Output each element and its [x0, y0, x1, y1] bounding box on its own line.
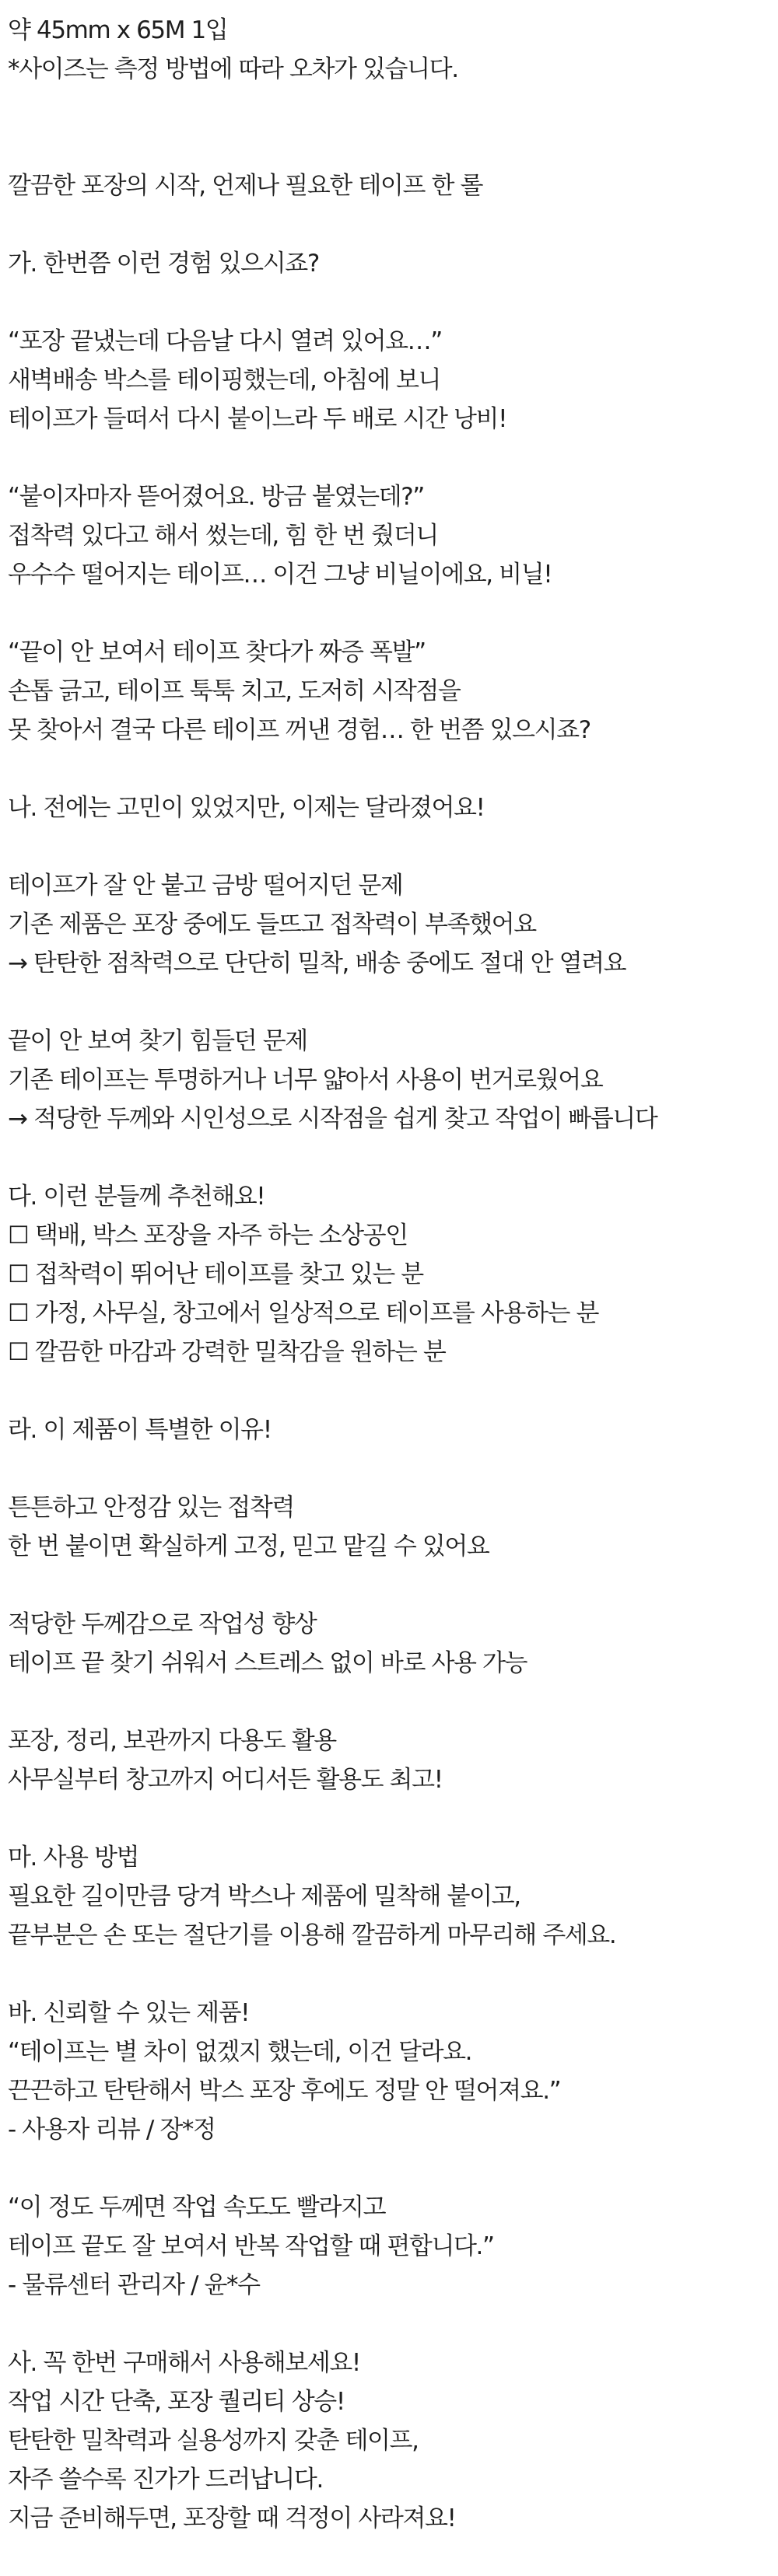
section-heading-ba: 바. 신뢰할 수 있는 제품!: [8, 1999, 250, 2027]
reason-block-2: [8, 1605, 770, 1683]
problem-title: 테이프가 잘 안 붙고 금방 떨어지던 문제: [8, 872, 403, 900]
reason-line: 테이프 끝 찾기 쉬워서 스트레스 없이 바로 사용 가능: [8, 1649, 527, 1677]
usage-line: 끝부분은 손 또는 절단기를 이용해 깔끔하게 마무리해 주세요.: [8, 1921, 616, 1949]
problem-line: 기존 제품은 포장 중에도 들뜨고 접착력이 부족했어요: [8, 911, 536, 938]
closing-block: [8, 2344, 770, 2538]
problem-line: 기존 테이프는 투명하거나 너무 얇아서 사용이 번거로웠어요: [8, 1066, 603, 1094]
closing-line: 탄탄한 밀착력과 실용성까지 갖춘 테이프,: [8, 2427, 419, 2455]
solution-line: → 탄탄한 점착력으로 단단히 밀착, 배송 중에도 절대 안 열려요: [8, 949, 626, 977]
reason-title: 튼튼하고 안정감 있는 접착력: [8, 1494, 294, 1522]
checklist-item: ☐ 깔끔한 마감과 강력한 밀착감을 원하는 분: [8, 1338, 446, 1366]
section-heading-ga: 가. 한번쯤 이런 경험 있으시죠?: [8, 250, 319, 278]
problem-block-2: [8, 1022, 770, 1138]
problem-title: 끝이 안 보여 찾기 힘들던 문제: [8, 1027, 307, 1055]
closing-line: 작업 시간 단축, 포장 퀄리티 상승!: [8, 2388, 345, 2416]
story-line: 못 찾아서 결국 다른 테이프 꺼낸 경험… 한 번쯤 있으시죠?: [8, 716, 591, 744]
headline: 깔끔한 포장의 시작, 언제나 필요한 테이프 한 롤: [8, 172, 483, 200]
spec-size-line: 약 45mm x 65M 1입: [8, 16, 228, 44]
section-heading-da: 다. 이런 분들께 추천해요!: [8, 1183, 265, 1211]
spec-note-line: *사이즈는 측정 방법에 따라 오차가 있습니다.: [8, 55, 458, 83]
review-quote: 테이프 끝도 잘 보여서 반복 작업할 때 편합니다.”: [8, 2232, 494, 2260]
story-block-1: [8, 322, 770, 439]
reason-block-1: [8, 1488, 770, 1566]
closing-line: 자주 쓸수록 진가가 드러납니다.: [8, 2466, 323, 2494]
reason-line: 사무실부터 창고까지 어디서든 활용도 최고!: [8, 1766, 443, 1794]
reason-block-3: [8, 1721, 770, 1799]
closing-line: 지금 준비해두면, 포장할 때 걱정이 사라져요!: [8, 2504, 456, 2532]
story-line: 우수수 떨어지는 테이프… 이건 그냥 비닐이에요, 비닐!: [8, 561, 552, 589]
review-block-2: [8, 2188, 770, 2305]
review-author: - 사용자 리뷰 / 장*정: [8, 2116, 216, 2144]
section-heading-ma: 마. 사용 방법: [8, 1844, 139, 1872]
review-quote: 끈끈하고 탄탄해서 박스 포장 후에도 정말 안 떨어져요.”: [8, 2077, 561, 2105]
section-heading-na: 나. 전에는 고민이 있었지만, 이제는 달라졌어요!: [8, 794, 485, 822]
story-block-3: [8, 633, 770, 750]
story-line: 테이프가 들떠서 다시 붙이느라 두 배로 시간 낭비!: [8, 405, 507, 433]
review-block-1: [8, 1994, 770, 2149]
reason-title: 포장, 정리, 보관까지 다용도 활용: [8, 1727, 336, 1755]
story-block-2: [8, 477, 770, 594]
section-heading-ra: 라. 이 제품이 특별한 이유!: [8, 1416, 272, 1444]
story-line: 새벽배송 박스를 테이핑했는데, 아침에 보니: [8, 366, 441, 394]
section-heading-sa: 사. 꼭 한번 구매해서 사용해보세요!: [8, 2349, 360, 2377]
review-author: - 물류센터 관리자 / 윤*수: [8, 2271, 260, 2299]
recommend-block: [8, 1177, 770, 1372]
reason-line: 한 번 붙이면 확실하게 고정, 믿고 맡길 수 있어요: [8, 1533, 489, 1561]
story-line: 접착력 있다고 해서 썼는데, 힘 한 번 줬더니: [8, 522, 438, 550]
solution-line: → 적당한 두께와 시인성으로 시작점을 쉽게 찾고 작업이 빠릅니다: [8, 1105, 657, 1133]
story-quote: “끝이 안 보여서 테이프 찾다가 짜증 폭발”: [8, 638, 426, 666]
checklist-item: ☐ 가정, 사무실, 창고에서 일상적으로 테이프를 사용하는 분: [8, 1299, 599, 1327]
review-quote: “이 정도 두께면 작업 속도도 빨라지고: [8, 2193, 386, 2221]
reason-title: 적당한 두께감으로 작업성 향상: [8, 1610, 317, 1638]
usage-line: 필요한 길이만큼 당겨 박스나 제품에 밀착해 붙이고,: [8, 1882, 520, 1910]
checklist-item: ☐ 택배, 박스 포장을 자주 하는 소상공인: [8, 1222, 408, 1250]
story-quote: “붙이자마자 뜯어졌어요. 방금 붙였는데?”: [8, 483, 424, 511]
story-quote: “포장 끝냈는데 다음날 다시 열려 있어요…”: [8, 327, 442, 355]
usage-block: [8, 1838, 770, 1955]
story-line: 손톱 긁고, 테이프 툭툭 치고, 도저히 시작점을: [8, 677, 461, 705]
problem-block-1: [8, 866, 770, 983]
review-quote: “테이프는 별 차이 없겠지 했는데, 이건 달라요.: [8, 2038, 472, 2066]
spec-block: [8, 11, 770, 89]
checklist-item: ☐ 접착력이 뛰어난 테이프를 찾고 있는 분: [8, 1260, 423, 1288]
